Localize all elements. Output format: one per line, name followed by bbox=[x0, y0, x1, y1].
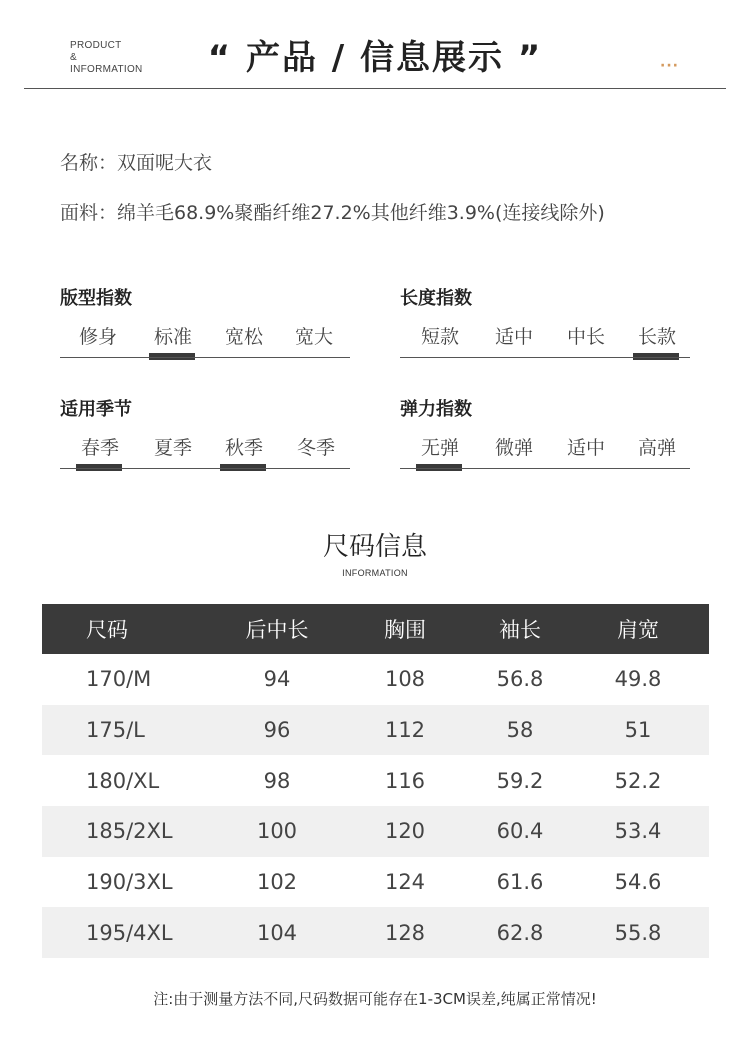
cell-size: 175/L bbox=[86, 718, 145, 743]
season-option-summer: 夏季 bbox=[153, 437, 192, 459]
season-option-autumn: 秋季 bbox=[208, 433, 280, 460]
measurement-note: 注:由于测量方法不同,尺码数据可能存在1-3CM误差,纯属正常情况! bbox=[153, 990, 597, 1008]
header-size: 尺码 bbox=[86, 618, 128, 642]
table-row bbox=[42, 806, 709, 857]
header-sleeve: 袖长 bbox=[499, 618, 541, 642]
cell-shoulder: 53.4 bbox=[614, 819, 662, 844]
cell-shoulder: 54.6 bbox=[614, 870, 662, 895]
length-index-line bbox=[400, 357, 690, 358]
header-en-line2: & bbox=[70, 52, 77, 63]
cell-back-length: 94 bbox=[263, 667, 291, 692]
cell-back-length: 98 bbox=[263, 768, 291, 793]
elasticity-index-title: 弹力指数 bbox=[400, 399, 472, 420]
cell-sleeve: 56.8 bbox=[496, 667, 544, 692]
page-title: “ 产品 / 信息展示 ” bbox=[207, 38, 543, 78]
season-option-winter: 冬季 bbox=[296, 437, 335, 459]
fit-option-slim: 修身 bbox=[78, 326, 117, 348]
fit-index-options bbox=[60, 322, 350, 352]
cell-shoulder: 49.8 bbox=[614, 667, 662, 692]
header-en-line3: INFORMATION bbox=[70, 64, 143, 75]
length-option-medium: 适中 bbox=[494, 326, 533, 348]
table-header bbox=[42, 604, 709, 654]
cell-chest: 108 bbox=[384, 667, 426, 692]
cell-shoulder: 51 bbox=[624, 718, 652, 743]
elasticity-index bbox=[400, 395, 690, 475]
size-info-title: 尺码信息 bbox=[322, 532, 427, 562]
cell-sleeve: 62.8 bbox=[496, 920, 544, 945]
cell-back-length: 100 bbox=[256, 819, 298, 844]
season-index-title: 适用季节 bbox=[60, 399, 132, 420]
length-option-long: 长款 bbox=[621, 322, 693, 349]
elasticity-index-line bbox=[400, 468, 690, 469]
length-index-options bbox=[400, 322, 690, 352]
elasticity-option-none: 无弹 bbox=[404, 433, 476, 460]
cell-back-length: 104 bbox=[256, 920, 298, 945]
length-option-mid-long: 中长 bbox=[566, 326, 605, 348]
season-index-options bbox=[60, 433, 350, 463]
season-option-spring: 春季 bbox=[64, 433, 136, 460]
header-back-length: 后中长 bbox=[245, 618, 309, 642]
table-row bbox=[42, 654, 709, 705]
fit-option-loose: 宽松 bbox=[224, 326, 263, 348]
table-row bbox=[42, 907, 709, 958]
season-index bbox=[60, 395, 350, 475]
fit-option-wide: 宽大 bbox=[294, 326, 333, 348]
cell-chest: 124 bbox=[384, 870, 426, 895]
elasticity-option-medium: 适中 bbox=[566, 437, 605, 459]
fit-index bbox=[60, 284, 350, 364]
fit-option-standard: 标准 bbox=[137, 322, 209, 349]
elasticity-option-high: 高弹 bbox=[637, 437, 676, 459]
cell-sleeve: 60.4 bbox=[496, 819, 544, 844]
cell-size: 170/M bbox=[86, 667, 152, 692]
fit-index-line bbox=[60, 357, 350, 358]
cell-shoulder: 55.8 bbox=[614, 920, 662, 945]
product-name: 名称：双面呢大衣 bbox=[60, 152, 213, 174]
cell-size: 195/4XL bbox=[86, 920, 173, 945]
cell-sleeve: 61.6 bbox=[496, 870, 544, 895]
cell-chest: 116 bbox=[384, 768, 426, 793]
length-index-title: 长度指数 bbox=[400, 288, 472, 309]
season-index-line bbox=[60, 468, 350, 469]
cell-chest: 112 bbox=[384, 718, 426, 743]
product-fabric: 面料：绵羊毛68.9%聚酯纤维27.2%其他纤维3.9%(连接线除外) bbox=[60, 202, 605, 224]
size-info-subtitle: INFORMATION bbox=[342, 568, 408, 578]
cell-sleeve: 59.2 bbox=[496, 768, 544, 793]
header-en-line1: PRODUCT bbox=[70, 40, 122, 51]
header-divider bbox=[24, 88, 726, 89]
cell-back-length: 102 bbox=[256, 870, 298, 895]
cell-size: 190/3XL bbox=[86, 870, 173, 895]
cell-size: 185/2XL bbox=[86, 819, 173, 844]
cell-chest: 128 bbox=[384, 920, 426, 945]
table-row bbox=[42, 755, 709, 806]
table-row bbox=[42, 857, 709, 908]
header-chest: 胸围 bbox=[384, 618, 426, 642]
cell-shoulder: 52.2 bbox=[614, 768, 662, 793]
cell-size: 180/XL bbox=[86, 768, 160, 793]
elasticity-option-slight: 微弹 bbox=[494, 437, 533, 459]
size-table bbox=[42, 604, 709, 958]
length-option-short: 短款 bbox=[420, 326, 459, 348]
cell-back-length: 96 bbox=[263, 718, 291, 743]
elasticity-index-options bbox=[400, 433, 690, 463]
length-index bbox=[400, 284, 690, 364]
cell-chest: 120 bbox=[384, 819, 426, 844]
header-shoulder: 肩宽 bbox=[617, 618, 659, 642]
fit-index-title: 版型指数 bbox=[60, 288, 132, 309]
cell-sleeve: 58 bbox=[506, 718, 534, 743]
decor-dots-icon: ··· bbox=[660, 58, 679, 74]
table-row bbox=[42, 705, 709, 756]
